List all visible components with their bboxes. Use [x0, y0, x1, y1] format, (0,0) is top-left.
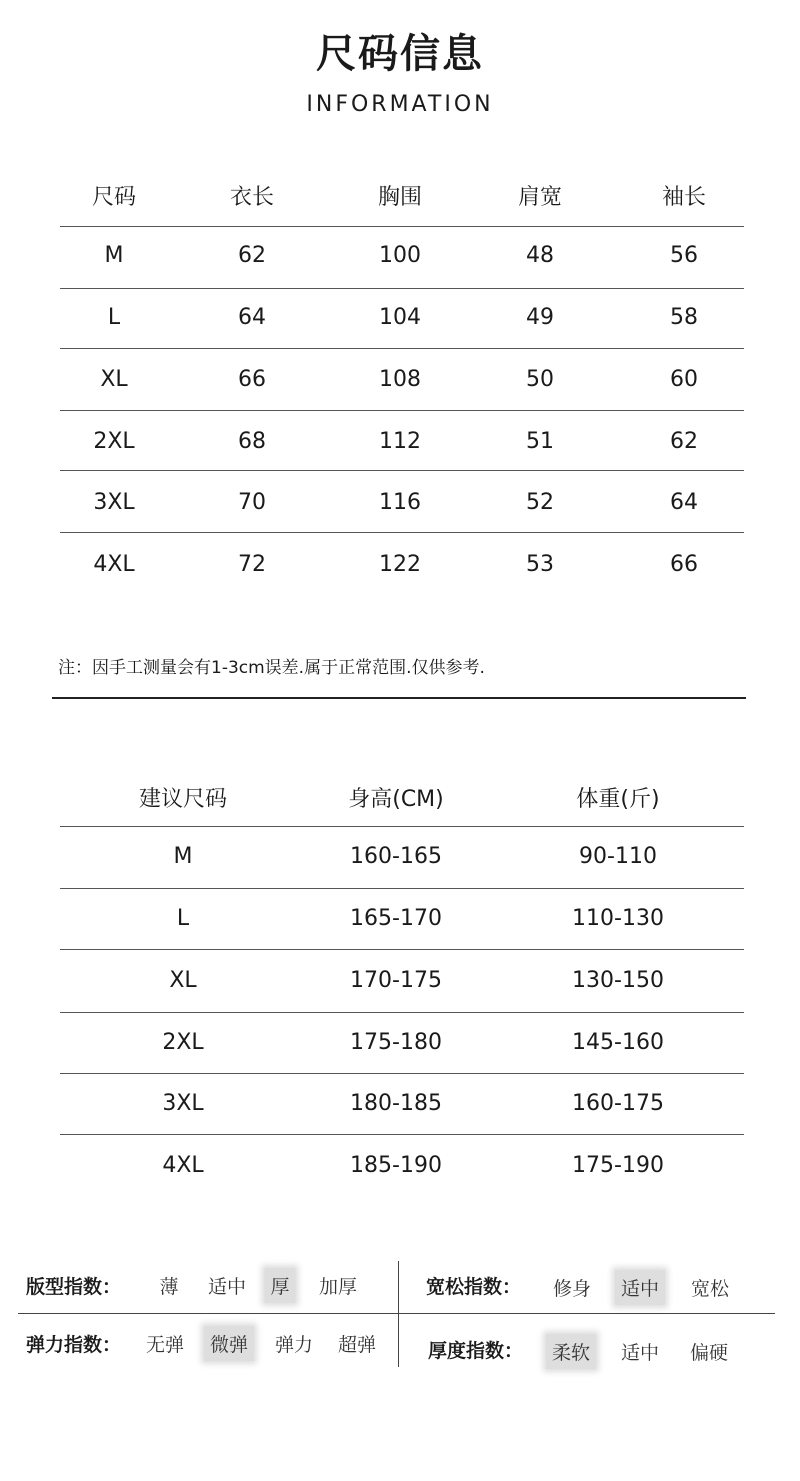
recommend-table-cell: 90-110	[579, 844, 657, 869]
attributes-vertical-divider	[398, 1261, 399, 1367]
size-table-cell: 52	[526, 490, 554, 515]
size-table-cell: 70	[238, 490, 266, 515]
size-table-cell: 2XL	[93, 429, 135, 454]
size-table-cell: 48	[526, 243, 554, 268]
fit-option: 薄	[159, 1276, 179, 1298]
elasticity-option: 无弹	[145, 1334, 185, 1356]
fit-option: 适中	[207, 1276, 247, 1298]
recommend-table-cell: 4XL	[162, 1153, 204, 1178]
size-table-cell: 58	[670, 305, 698, 330]
fit-option-selected: 厚	[264, 1268, 295, 1303]
row-divider	[60, 826, 744, 827]
row-divider	[60, 226, 744, 227]
thickness-label: 厚度指数：	[428, 1340, 524, 1362]
recommend-table-cell: 2XL	[162, 1030, 204, 1055]
size-table-header-cell: 袖长	[661, 185, 707, 210]
recommend-table-cell: 145-160	[572, 1030, 664, 1055]
recommend-table-cell: 130-150	[572, 968, 664, 993]
size-table-cell: 49	[526, 305, 554, 330]
page-title: 尺码信息	[316, 31, 484, 77]
thickness-option-selected: 柔软	[546, 1334, 596, 1369]
measurement-note: 注：因手工测量会有1-3cm误差.属于正常范围.仅供参考.	[58, 658, 485, 678]
size-table-cell: 68	[238, 429, 266, 454]
recommend-table-header-cell: 体重(斤)	[576, 787, 660, 812]
row-divider	[60, 410, 744, 411]
recommend-table-cell: XL	[169, 968, 197, 993]
recommend-table-cell: 180-185	[350, 1091, 442, 1116]
recommend-table-cell: 185-190	[350, 1153, 442, 1178]
looseness-option-selected: 适中	[615, 1270, 665, 1305]
row-divider	[60, 949, 744, 950]
recommend-table-cell: 160-165	[350, 844, 442, 869]
size-table-cell: 62	[238, 243, 266, 268]
looseness-label: 宽松指数：	[426, 1276, 522, 1298]
fit-label: 版型指数：	[26, 1276, 122, 1298]
elasticity-option: 超弹	[337, 1334, 377, 1356]
page-subtitle: INFORMATION	[306, 92, 494, 117]
recommend-table-cell: 170-175	[350, 968, 442, 993]
size-table-cell: 112	[379, 429, 421, 454]
size-table-cell: 60	[670, 367, 698, 392]
recommend-table-cell: 3XL	[162, 1091, 204, 1116]
recommend-table-header-cell: 身高(CM)	[348, 787, 444, 812]
elasticity-option: 弹力	[274, 1334, 314, 1356]
row-divider	[60, 348, 744, 349]
size-table-cell: 50	[526, 367, 554, 392]
size-table-cell: 66	[670, 552, 698, 577]
row-divider	[60, 888, 744, 889]
row-divider	[60, 288, 744, 289]
thickness-option: 偏硬	[689, 1342, 729, 1364]
size-table-cell: 66	[238, 367, 266, 392]
section-divider	[52, 697, 746, 699]
size-table-cell: 104	[379, 305, 421, 330]
size-table-cell: 56	[670, 243, 698, 268]
recommend-table-cell: L	[176, 906, 190, 931]
row-divider	[60, 1134, 744, 1135]
size-table-cell: 122	[379, 552, 421, 577]
fit-option: 加厚	[318, 1276, 358, 1298]
row-divider	[60, 532, 744, 533]
row-divider	[60, 1012, 744, 1013]
size-table-header-cell: 尺码	[91, 185, 137, 210]
size-table-cell: 51	[526, 429, 554, 454]
size-table-cell: 116	[379, 490, 421, 515]
attributes-horizontal-divider	[18, 1313, 775, 1314]
size-table-cell: 3XL	[93, 490, 135, 515]
row-divider	[60, 1073, 744, 1074]
size-table-cell: 64	[670, 490, 698, 515]
elasticity-option-selected: 微弹	[204, 1326, 254, 1361]
recommend-table-cell: 175-180	[350, 1030, 442, 1055]
recommend-table-cell: 175-190	[572, 1153, 664, 1178]
thickness-option: 适中	[620, 1342, 660, 1364]
recommend-table-cell: 165-170	[350, 906, 442, 931]
size-table-cell: M	[104, 243, 124, 268]
size-table-cell: 53	[526, 552, 554, 577]
size-table-cell: 72	[238, 552, 266, 577]
size-table-cell: L	[107, 305, 121, 330]
size-table-header-cell: 肩宽	[517, 185, 563, 210]
size-table-cell: 100	[379, 243, 421, 268]
recommend-table-cell: 160-175	[572, 1091, 664, 1116]
size-table-header-cell: 胸围	[377, 185, 423, 210]
size-table-cell: 64	[238, 305, 266, 330]
recommend-table-cell: 110-130	[572, 906, 664, 931]
recommend-table-cell: M	[173, 844, 193, 869]
looseness-option: 宽松	[690, 1278, 730, 1300]
row-divider	[60, 470, 744, 471]
size-table-cell: 62	[670, 429, 698, 454]
elasticity-label: 弹力指数：	[26, 1334, 122, 1356]
recommend-table-header-cell: 建议尺码	[138, 787, 228, 812]
size-table-cell: XL	[100, 367, 128, 392]
size-table-header-cell: 衣长	[229, 185, 275, 210]
looseness-option: 修身	[552, 1278, 592, 1300]
size-table-cell: 4XL	[93, 552, 135, 577]
size-table-cell: 108	[379, 367, 421, 392]
